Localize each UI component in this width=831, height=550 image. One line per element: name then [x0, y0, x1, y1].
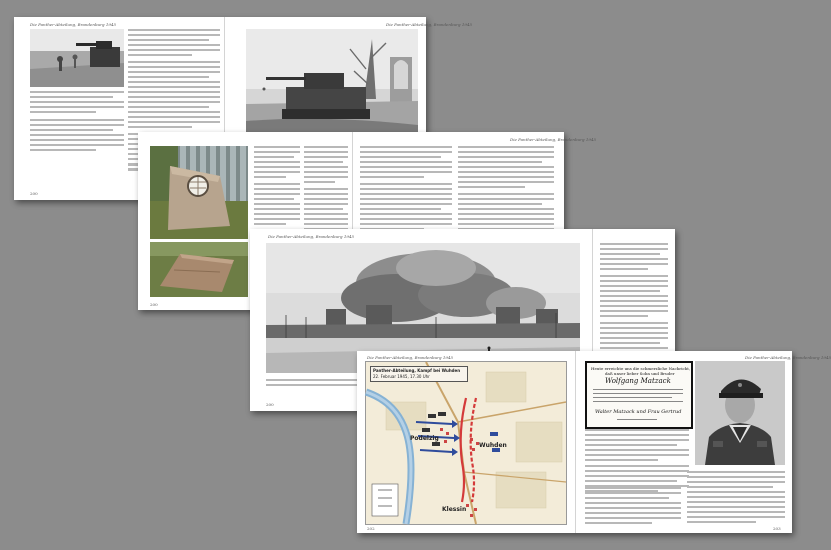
hatch-relic-photo: [150, 146, 248, 239]
page-number-left: 202: [367, 526, 375, 531]
running-header-left: Die Panther-Abteilung, Brandenburg 1945: [367, 355, 454, 360]
map-title-box: [370, 366, 468, 382]
place-label-klessin: Klessin: [442, 506, 467, 513]
soldier-portrait: [695, 361, 785, 465]
text-column: [30, 91, 124, 154]
place-label-podelzig: Podelzig: [410, 435, 439, 442]
page-number-left: 200: [266, 402, 274, 407]
text-column: [600, 243, 668, 357]
text-column: [687, 471, 785, 526]
obituary-heading: Heute erreichte uns die schmerzliche Nachricht,: [591, 366, 691, 371]
obituary-family: Walter Matzack und Frau Gertrud: [595, 409, 682, 415]
place-label-wuhden: Wuhden: [479, 442, 507, 449]
obituary-notice: [585, 361, 693, 429]
panther-village-photo: [246, 29, 418, 147]
book-spread-4: [357, 351, 831, 533]
map-subtitle: 22. Februar 1945, 17.30 Uhr: [373, 374, 430, 379]
text-column: [585, 487, 681, 527]
obituary-text: [593, 389, 683, 405]
running-header-right: Die Panther-Abteilung, Brandenburg 1945: [386, 22, 473, 27]
running-header-left: Die Panther-Abteilung, Brandenburg 1945: [30, 22, 117, 27]
tank-field-photo: [30, 29, 124, 87]
obituary-name: Wolfgang Matzack: [605, 377, 671, 385]
page-number-left: 200: [150, 302, 158, 307]
map-title: Panther-Abteilung, Kampf bei Wuhden: [373, 368, 461, 373]
page-number-right: 203: [773, 526, 781, 531]
running-header-left: Die Panther-Abteilung, Brandenburg 1945: [268, 234, 355, 239]
battle-map: [365, 361, 567, 525]
running-header-right: Die Panther-Abteilung, Brandenburg 1945: [510, 137, 597, 142]
running-header-right: Die Panther-Abteilung, Brandenburg 1945: [745, 355, 831, 360]
obituary-heading-2: daß unser lieber Sohn und Bruder: [605, 371, 675, 376]
armor-plate-photo: [150, 242, 248, 297]
obituary-footer: [617, 419, 657, 422]
page-number-left: 200: [30, 191, 38, 196]
spread-gutter: [575, 351, 576, 533]
caption-lines: [585, 429, 689, 495]
